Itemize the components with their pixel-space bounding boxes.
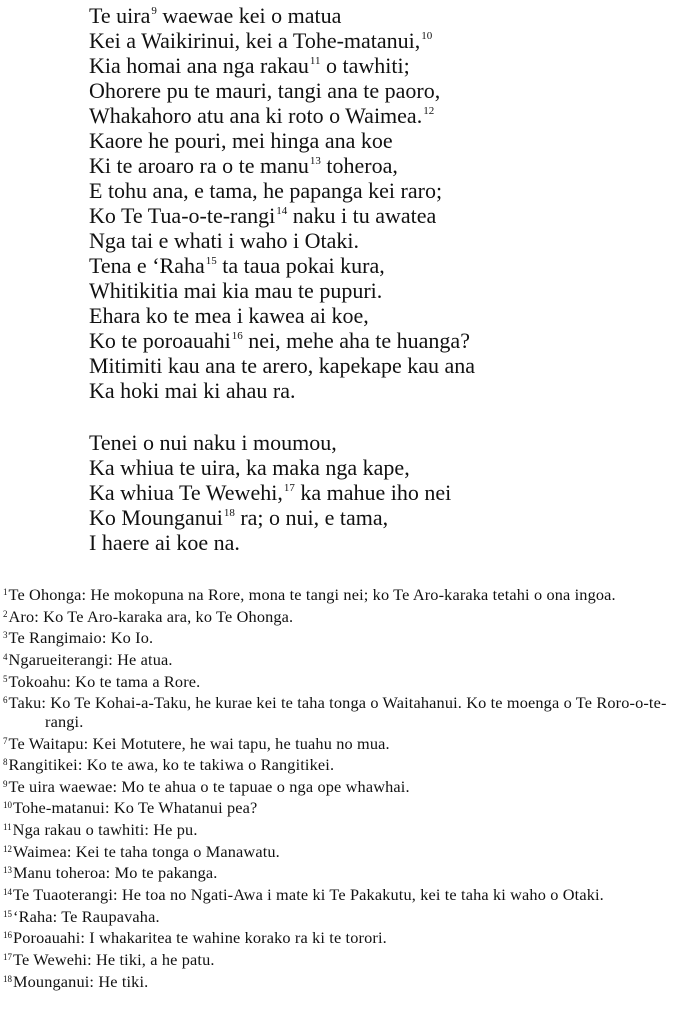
footnote: $^{11}$Nga rakau o tawhiti: He pu.: [3, 820, 198, 840]
poem-line: Kei a Waikirinui, kei a Tohe-matanui,$^{10}$: [89, 28, 433, 53]
footnote-number: 11: [3, 822, 12, 833]
footnote: $^4$Ngarueiterangi: He atua.: [3, 649, 173, 669]
footnote: $^6$Taku: Ko Te Kohai-a-Taku, he kurae kei te taha tonga o Waitahanui. Ko te moenga o Te Roro-o-te-rangi.: [3, 693, 667, 731]
footnote: $^{10}$Tohe-matanui: Ko Te Whatanui pea?: [3, 798, 258, 818]
poem-line: Ka whiua te uira, ka maka nga kape,: [89, 455, 410, 480]
poem-line: Ko Te Tua-o-te-rangi$^{14}$ naku i tu awatea: [89, 203, 437, 228]
footnote-number: 2: [3, 608, 8, 619]
footnote-number: 5: [3, 673, 8, 684]
footnote-number: 3: [3, 630, 8, 641]
footnote: $^{15}$‘Raha: Te Raupavaha.: [3, 906, 160, 926]
footnote: $^1$Te Ohonga: He mokopuna na Rore, mona te tangi nei; ko Te Aro-karaka tetahi o ona ingoa.: [3, 584, 616, 604]
poem-line: Tenei o nui naku i moumou,: [89, 430, 337, 455]
footnote: $^9$Te uira waewae: Mo te ahua o te tapuae o nga ope whawhai.: [3, 776, 410, 796]
poem-line: Ehara ko te mea i kawea ai koe,: [89, 303, 369, 328]
footnote: $^{12}$Waimea: Kei te taha tonga o Manawatu.: [3, 841, 280, 861]
footnote-number: 14: [3, 887, 12, 898]
footnote-number: 10: [3, 800, 12, 811]
footnote-number: 17: [3, 951, 12, 962]
poem-line: I haere ai koe na.: [89, 530, 240, 555]
poem-line: Ka whiua Te Wewehi,$^{17}$ ka mahue iho nei: [89, 480, 452, 505]
footnote: $^8$Rangitikei: Ko te awa, ko te takiwa o Rangitikei.: [3, 755, 335, 775]
poem-line: Ko Mounganui$^{18}$ ra; o nui, e tama,: [89, 505, 389, 530]
poem-line: Mitimiti kau ana te arero, kapekape kau ana: [89, 353, 476, 378]
footnote-number: 8: [3, 757, 8, 768]
footnote-number: 9: [3, 778, 8, 789]
poem-line: Kaore he pouri, mei hinga ana koe: [89, 128, 393, 153]
footnote-number: 13: [3, 865, 12, 876]
footnote: $^7$Te Waitapu: Kei Motutere, he wai tapu, he tuahu no mua.: [3, 733, 390, 753]
footnote: $^{17}$Te Wewehi: He tiki, a he patu.: [3, 949, 215, 969]
poem-line: Ohorere pu te mauri, tangi ana te paoro,: [89, 78, 441, 103]
footnote-number: 16: [3, 930, 12, 941]
footnote: $^3$Te Rangimaio: Ko Io.: [3, 628, 154, 648]
poem-line: Tena e ‘Raha$^{15}$ ta taua pokai kura,: [89, 253, 385, 278]
stanza-2: [89, 430, 689, 555]
footnote-number: 1: [3, 587, 8, 597]
poem-line: Whitikitia mai kia mau te pupuri.: [89, 278, 383, 303]
poem-line: Ka hoki mai ki ahau ra.: [89, 378, 296, 403]
poem-line: E tohu ana, e tama, he papanga kei raro;: [89, 178, 443, 203]
stanza-1: [89, 3, 689, 403]
footnote: $^{18}$Mounganui: He tiki.: [3, 971, 149, 991]
poem-line: Ki te aroaro ra o te manu$^{13}$ toheroa,: [89, 153, 398, 178]
footnote-number: 6: [3, 695, 8, 706]
footnote-number: 18: [3, 973, 12, 984]
poem-line: Te uira$^9$ waewae kei o matua: [89, 3, 342, 28]
footnote-number: 4: [3, 651, 8, 662]
poem-line: Nga tai e whati i waho i Otaki.: [89, 228, 360, 253]
poem-line: Kia homai ana nga rakau$^{11}$ o tawhiti;: [89, 53, 410, 78]
footnote-number: 12: [3, 843, 12, 854]
poem: [89, 3, 689, 555]
footnote: $^5$Tokoahu: Ko te tama a Rore.: [3, 671, 201, 691]
footnote: $^2$Aro: Ko Te Aro-karaka ara, ko Te Ohonga.: [3, 606, 294, 626]
footnote: $^{13}$Manu toheroa: Mo te pakanga.: [3, 863, 218, 883]
poem-line: Ko te poroauahi$^{16}$ nei, mehe aha te huanga?: [89, 328, 470, 353]
footnote-number: 15: [3, 908, 12, 919]
footnote: $^{14}$Te Tuaoterangi: He toa no Ngati-Awa i mate ki Te Pakakutu, kei te taha ki waho o Otaki.: [3, 884, 604, 904]
stanza-gap: [89, 403, 689, 430]
poem-line: Whakahoro atu ana ki roto o Waimea.$^{12}$: [89, 103, 435, 128]
footnotes: [0, 583, 700, 991]
footnote-number: 7: [3, 735, 8, 746]
footnote: $^{16}$Poroauahi: I whakaritea te wahine korako ra ki te torori.: [3, 928, 387, 948]
